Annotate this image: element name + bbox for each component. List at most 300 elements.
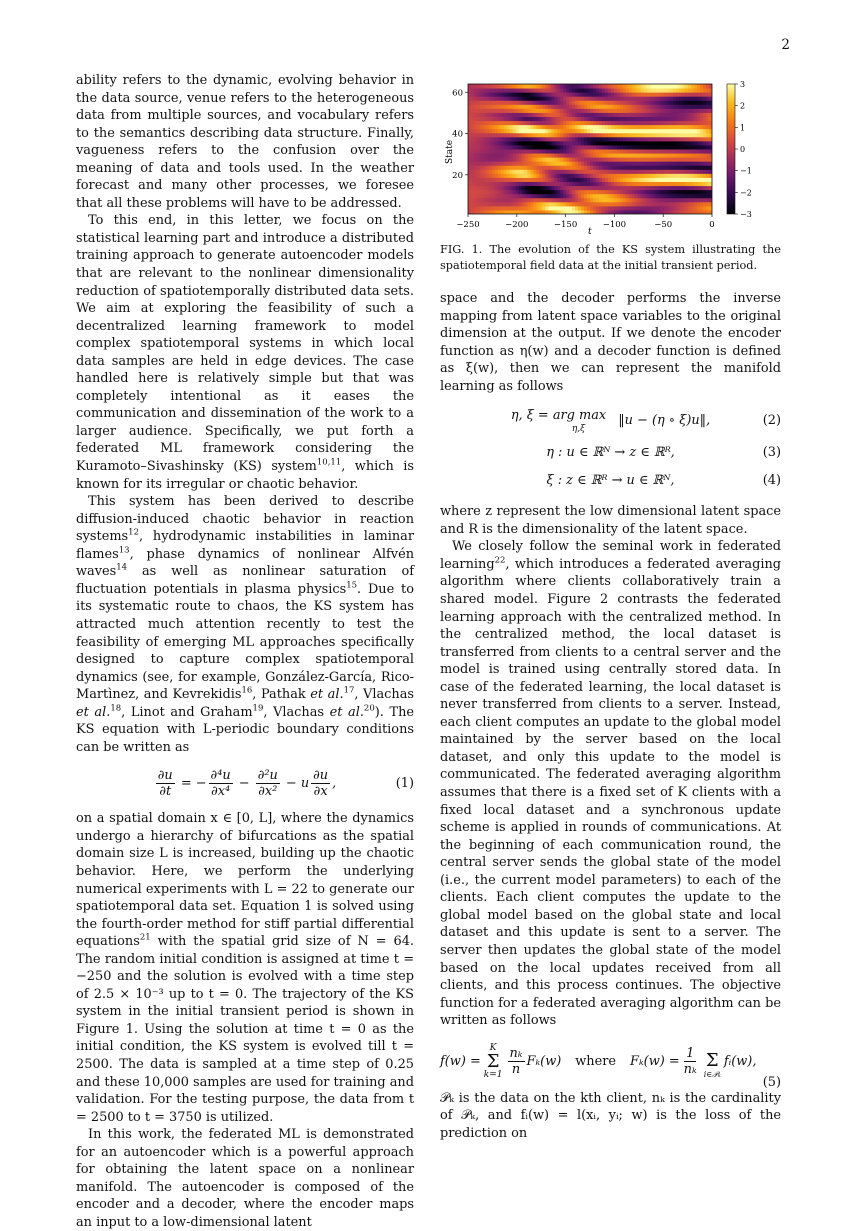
heatmap-cell xyxy=(548,88,551,93)
heatmap-cell xyxy=(578,198,581,203)
x-tick-label: −250 xyxy=(456,220,480,230)
heatmap-cell xyxy=(593,108,596,113)
heatmap-cell xyxy=(703,133,706,138)
heatmap-cell xyxy=(664,100,667,105)
heatmap-cell xyxy=(492,153,495,158)
heatmap-cell xyxy=(697,133,700,138)
heatmap-cell xyxy=(647,153,650,158)
heatmap-cell xyxy=(623,100,626,105)
heatmap-cell xyxy=(513,145,516,150)
heatmap-cell xyxy=(605,125,608,130)
heatmap-cell xyxy=(682,173,685,178)
heatmap-cell xyxy=(530,125,533,130)
heatmap-cell xyxy=(605,173,608,178)
heatmap-cell xyxy=(563,84,566,89)
heatmap-cell xyxy=(667,198,670,203)
heatmap-cell xyxy=(504,153,507,158)
heatmap-cell xyxy=(513,129,516,134)
heatmap-cell xyxy=(596,202,599,207)
heatmap-cell xyxy=(516,133,519,138)
heatmap-cell xyxy=(599,88,602,93)
heatmap-cell xyxy=(489,112,492,117)
heatmap-cell xyxy=(661,206,664,211)
heatmap-cell xyxy=(510,92,513,97)
heatmap-cell xyxy=(670,121,673,126)
heatmap-cell xyxy=(638,129,641,134)
heatmap-cell xyxy=(501,173,504,178)
heatmap-cell xyxy=(611,133,614,138)
heatmap-cell xyxy=(495,137,498,142)
heatmap-cell xyxy=(548,104,551,109)
heatmap-cell xyxy=(676,161,679,166)
heatmap-cell xyxy=(492,177,495,182)
heatmap-cell xyxy=(536,141,539,146)
heatmap-cell xyxy=(608,121,611,126)
heatmap-cell xyxy=(587,92,590,97)
heatmap-cell xyxy=(664,186,667,191)
heatmap-cell xyxy=(560,133,563,138)
heatmap-cell xyxy=(525,149,528,154)
heatmap-cell xyxy=(608,125,611,130)
heatmap-cell xyxy=(578,141,581,146)
heatmap-cell xyxy=(519,92,522,97)
heatmap-cell xyxy=(551,186,554,191)
heatmap-cell xyxy=(522,84,525,89)
heatmap-cell xyxy=(611,157,614,162)
heatmap-cell xyxy=(688,177,691,182)
heatmap-cell xyxy=(480,125,483,130)
heatmap-cell xyxy=(644,173,647,178)
heatmap-cell xyxy=(516,121,519,126)
heatmap-cell xyxy=(510,129,513,134)
heatmap-cell xyxy=(623,173,626,178)
heatmap-cell xyxy=(545,117,548,122)
heatmap-cell xyxy=(608,206,611,211)
heatmap-cell xyxy=(590,206,593,211)
equations-2-4 xyxy=(440,403,781,493)
heatmap-cell xyxy=(507,96,510,101)
heatmap-cell xyxy=(673,198,676,203)
heatmap-cell xyxy=(557,165,560,170)
heatmap-cell xyxy=(501,190,504,195)
heatmap-cell xyxy=(650,177,653,182)
heatmap-cell xyxy=(632,88,635,93)
heatmap-cell xyxy=(682,186,685,191)
heatmap-cell xyxy=(519,129,522,134)
heatmap-cell xyxy=(539,108,542,113)
heatmap-cell xyxy=(626,104,629,109)
heatmap-cell xyxy=(676,117,679,122)
heatmap-cell xyxy=(697,121,700,126)
heatmap-cell xyxy=(673,100,676,105)
heatmap-cell xyxy=(679,129,682,134)
heatmap-cell xyxy=(489,96,492,101)
heatmap-cell xyxy=(578,157,581,162)
heatmap-cell xyxy=(525,165,528,170)
heatmap-cell xyxy=(575,145,578,150)
heatmap-cell xyxy=(551,153,554,158)
heatmap-cell xyxy=(647,117,650,122)
heatmap-cell xyxy=(635,206,638,211)
heatmap-cell xyxy=(569,84,572,89)
heatmap-cell xyxy=(554,153,557,158)
heatmap-cell xyxy=(599,173,602,178)
heatmap-cell xyxy=(638,104,641,109)
heatmap-cell xyxy=(557,108,560,113)
heatmap-cell xyxy=(632,161,635,166)
heatmap-cell xyxy=(572,194,575,199)
heatmap-cell xyxy=(536,169,539,174)
heatmap-cell xyxy=(548,121,551,126)
heatmap-cell xyxy=(617,129,620,134)
heatmap-cell xyxy=(542,104,545,109)
heatmap-cell xyxy=(658,96,661,101)
heatmap-cell xyxy=(611,149,614,154)
heatmap-cell xyxy=(510,141,513,146)
heatmap-cell xyxy=(548,96,551,101)
heatmap-cell xyxy=(519,169,522,174)
heatmap-cell xyxy=(489,194,492,199)
heatmap-cell xyxy=(569,129,572,134)
heatmap-cell xyxy=(498,202,501,207)
heatmap-cell xyxy=(510,149,513,154)
heatmap-cell xyxy=(661,145,664,150)
heatmap-cell xyxy=(536,194,539,199)
heatmap-cell xyxy=(650,133,653,138)
heatmap-cell xyxy=(569,202,572,207)
heatmap-cell xyxy=(563,88,566,93)
heatmap-cell xyxy=(522,96,525,101)
heatmap-cell xyxy=(572,173,575,178)
heatmap-cell xyxy=(539,145,542,150)
heatmap-cell xyxy=(697,173,700,178)
heatmap-cell xyxy=(596,145,599,150)
heatmap-cell xyxy=(486,165,489,170)
heatmap-cell xyxy=(673,141,676,146)
heatmap-cell xyxy=(471,84,474,89)
heatmap-cell xyxy=(474,92,477,97)
heatmap-cell xyxy=(492,96,495,101)
heatmap-cell xyxy=(489,121,492,126)
heatmap-cell xyxy=(611,125,614,130)
heatmap-cell xyxy=(513,96,516,101)
heatmap-cell xyxy=(533,190,536,195)
heatmap-cell xyxy=(638,194,641,199)
x-tick-label: −100 xyxy=(602,220,627,230)
heatmap-cell xyxy=(474,145,477,150)
heatmap-cell xyxy=(694,84,697,89)
heatmap-cell xyxy=(629,194,632,199)
heatmap-cell xyxy=(569,157,572,162)
heatmap-cell xyxy=(522,169,525,174)
heatmap-cell xyxy=(548,206,551,211)
heatmap-cell xyxy=(664,173,667,178)
heatmap-cell xyxy=(548,186,551,191)
heatmap-cell xyxy=(647,194,650,199)
heatmap-cell xyxy=(483,133,486,138)
heatmap-cell xyxy=(528,133,531,138)
heatmap-cell xyxy=(629,153,632,158)
heatmap-cell xyxy=(528,141,531,146)
heatmap-cell xyxy=(498,173,501,178)
heatmap-cell xyxy=(525,145,528,150)
heatmap-cell xyxy=(581,129,584,134)
heatmap-cell xyxy=(644,92,647,97)
heatmap-cell xyxy=(638,141,641,146)
heatmap-cell xyxy=(560,173,563,178)
heatmap-cell xyxy=(635,198,638,203)
heatmap-cell xyxy=(471,149,474,154)
heatmap-cell xyxy=(495,141,498,146)
heatmap-cell xyxy=(584,121,587,126)
heatmap-cell xyxy=(706,194,709,199)
heatmap-cell xyxy=(560,96,563,101)
heatmap-cell xyxy=(670,108,673,113)
heatmap-cell xyxy=(703,117,706,122)
heatmap-cell xyxy=(685,177,688,182)
heatmap-cell xyxy=(498,206,501,211)
heatmap-cell xyxy=(566,100,569,105)
heatmap-cell xyxy=(647,149,650,154)
heatmap-cell xyxy=(697,104,700,109)
heatmap-cell xyxy=(528,137,531,142)
heatmap-cell xyxy=(697,137,700,142)
heatmap-cell xyxy=(530,177,533,182)
heatmap-cell xyxy=(584,169,587,174)
heatmap-cell xyxy=(688,173,691,178)
heatmap-cell xyxy=(533,121,536,126)
heatmap-cell xyxy=(638,145,641,150)
heatmap-cell xyxy=(697,145,700,150)
heatmap-cell xyxy=(590,104,593,109)
heatmap-cell xyxy=(670,161,673,166)
heatmap-cell xyxy=(685,104,688,109)
heatmap-cell xyxy=(477,112,480,117)
heatmap-cell xyxy=(498,112,501,117)
heatmap-cell xyxy=(560,202,563,207)
heatmap-cell xyxy=(492,157,495,162)
heatmap-cell xyxy=(697,177,700,182)
heatmap-cell xyxy=(504,129,507,134)
heatmap-cell xyxy=(533,194,536,199)
heatmap-cell xyxy=(525,112,528,117)
heatmap-cell xyxy=(688,149,691,154)
heatmap-cell xyxy=(554,157,557,162)
heatmap-cell xyxy=(516,145,519,150)
heatmap-cell xyxy=(691,149,694,154)
heatmap-cell xyxy=(694,161,697,166)
heatmap-cell xyxy=(629,198,632,203)
heatmap-cell xyxy=(468,198,471,203)
heatmap-cell xyxy=(554,206,557,211)
heatmap-cell xyxy=(608,108,611,113)
heatmap-cell xyxy=(578,133,581,138)
heatmap-cell xyxy=(697,190,700,195)
heatmap-cell xyxy=(706,202,709,207)
heatmap-cell xyxy=(530,100,533,105)
heatmap-cell xyxy=(679,153,682,158)
heatmap-cell xyxy=(629,145,632,150)
heatmap-cell xyxy=(492,84,495,89)
heatmap-cell xyxy=(495,169,498,174)
heatmap-cell xyxy=(679,145,682,150)
heatmap-cell xyxy=(471,161,474,166)
heatmap-cell xyxy=(533,125,536,130)
heatmap-cell xyxy=(641,117,644,122)
heatmap-cell xyxy=(691,161,694,166)
heatmap-cell xyxy=(519,182,522,187)
heatmap-cell xyxy=(667,121,670,126)
heatmap-cell xyxy=(572,190,575,195)
heatmap-cell xyxy=(658,165,661,170)
heatmap-cell xyxy=(664,133,667,138)
heatmap-cell xyxy=(676,198,679,203)
heatmap-cell xyxy=(664,145,667,150)
heatmap-cell xyxy=(667,186,670,191)
heatmap-cell xyxy=(578,169,581,174)
heatmap-cell xyxy=(664,125,667,130)
heatmap-cell xyxy=(492,129,495,134)
heatmap-cell xyxy=(557,100,560,105)
heatmap-cell xyxy=(501,153,504,158)
heatmap-cell xyxy=(486,92,489,97)
heatmap-cell xyxy=(522,100,525,105)
heatmap-cell xyxy=(569,186,572,191)
heatmap-cell xyxy=(614,84,617,89)
heatmap-cell xyxy=(474,96,477,101)
heatmap-cell xyxy=(658,84,661,89)
heatmap-cell xyxy=(652,186,655,191)
heatmap-cell xyxy=(632,121,635,126)
heatmap-cell xyxy=(525,108,528,113)
heatmap-cell xyxy=(584,173,587,178)
heatmap-cell xyxy=(652,165,655,170)
heatmap-cell xyxy=(477,206,480,211)
heatmap-cell xyxy=(691,117,694,122)
heatmap-cell xyxy=(533,157,536,162)
heatmap-cell xyxy=(688,165,691,170)
heatmap-cell xyxy=(578,173,581,178)
heatmap-cell xyxy=(664,96,667,101)
heatmap-cell xyxy=(650,137,653,142)
heatmap-cell xyxy=(626,198,629,203)
heatmap-cell xyxy=(647,133,650,138)
heatmap-cell xyxy=(617,88,620,93)
heatmap-cell xyxy=(632,100,635,105)
heatmap-cell xyxy=(694,92,697,97)
heatmap-cell xyxy=(572,96,575,101)
heatmap-cell xyxy=(667,133,670,138)
heatmap-cell xyxy=(670,194,673,199)
heatmap-cell xyxy=(605,100,608,105)
heatmap-cell xyxy=(587,137,590,142)
heatmap-cell xyxy=(599,96,602,101)
heatmap-cell xyxy=(638,88,641,93)
heatmap-cell xyxy=(652,149,655,154)
heatmap-cell xyxy=(498,104,501,109)
heatmap-cell xyxy=(647,157,650,162)
heatmap-cell xyxy=(596,177,599,182)
heatmap-cell xyxy=(513,153,516,158)
heatmap-cell xyxy=(507,182,510,187)
heatmap-cell xyxy=(655,104,658,109)
heatmap-cell xyxy=(575,84,578,89)
heatmap-cell xyxy=(525,173,528,178)
heatmap-cell xyxy=(530,112,533,117)
heatmap-cell xyxy=(528,104,531,109)
heatmap-cell xyxy=(522,112,525,117)
heatmap-cell xyxy=(590,137,593,142)
heatmap-cell xyxy=(679,161,682,166)
heatmap-cell xyxy=(602,117,605,122)
heatmap-cell xyxy=(578,182,581,187)
heatmap-cell xyxy=(697,157,700,162)
heatmap-cell xyxy=(492,104,495,109)
heatmap-cell xyxy=(560,153,563,158)
heatmap-cell xyxy=(691,165,694,170)
heatmap-cell xyxy=(563,145,566,150)
heatmap-cell xyxy=(602,100,605,105)
heatmap-cell xyxy=(528,182,531,187)
heatmap-cell xyxy=(554,129,557,134)
heatmap-cell xyxy=(572,202,575,207)
heatmap-cell xyxy=(608,165,611,170)
heatmap-cell xyxy=(658,194,661,199)
heatmap-cell xyxy=(501,96,504,101)
heatmap-cell xyxy=(548,112,551,117)
heatmap-cell xyxy=(655,96,658,101)
heatmap-cell xyxy=(599,133,602,138)
heatmap-cell xyxy=(644,153,647,158)
heatmap-cell xyxy=(608,161,611,166)
heatmap-cell xyxy=(575,129,578,134)
heatmap-cell xyxy=(676,182,679,187)
colorbar xyxy=(727,84,735,214)
heatmap-cell xyxy=(700,92,703,97)
heatmap-cell xyxy=(489,182,492,187)
heatmap-cell xyxy=(477,161,480,166)
heatmap-cell xyxy=(468,112,471,117)
heatmap-cell xyxy=(513,112,516,117)
heatmap-cell xyxy=(519,117,522,122)
heatmap-cell xyxy=(545,190,548,195)
heatmap-cell xyxy=(513,92,516,97)
heatmap-cell xyxy=(495,161,498,166)
heatmap-cell xyxy=(650,100,653,105)
heatmap-cell xyxy=(626,153,629,158)
heatmap-cell xyxy=(697,149,700,154)
heatmap-cell xyxy=(492,206,495,211)
heatmap-cell xyxy=(551,88,554,93)
heatmap-cell xyxy=(587,182,590,187)
heatmap-cell xyxy=(504,104,507,109)
heatmap-cell xyxy=(519,121,522,126)
heatmap-cell xyxy=(551,145,554,150)
heatmap-cell xyxy=(655,161,658,166)
heatmap-cell xyxy=(569,137,572,142)
heatmap-cell xyxy=(679,141,682,146)
heatmap-cell xyxy=(587,153,590,158)
heatmap-cell xyxy=(516,104,519,109)
heatmap-cell xyxy=(480,161,483,166)
heatmap-cell xyxy=(623,161,626,166)
heatmap-cell xyxy=(572,117,575,122)
heatmap-cell xyxy=(706,157,709,162)
heatmap-cell xyxy=(626,169,629,174)
heatmap-cell xyxy=(530,117,533,122)
heatmap-cell xyxy=(694,133,697,138)
heatmap-cell xyxy=(697,169,700,174)
